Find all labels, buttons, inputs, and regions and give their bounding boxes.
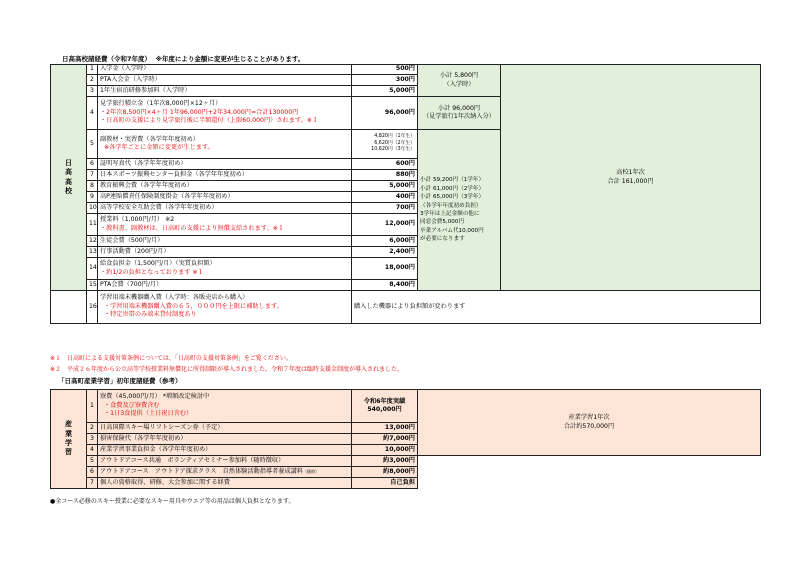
row-number: 2 <box>87 75 98 86</box>
row-number: 6 <box>87 159 98 170</box>
subtotal-annual: 小計 59,200円（1学年） 小計 61,000円（2学年） 小計 65,000円（3学年） （各学年年度初め負担） 3学年は上記金額の他に 同窓会費5,000円 卒業アルバム代10,000円 が必要になります <box>418 130 501 291</box>
fee-item: アウトドアコース共通 ボランティアセミナー参加料（随時徴収） <box>98 456 352 467</box>
row-number: 3 <box>87 434 98 445</box>
fee-item: 行事活動費（200円/月） <box>98 247 352 258</box>
row-number: 1 <box>87 65 98 75</box>
row-number: 5 <box>87 130 98 159</box>
school-fees-table <box>50 64 761 324</box>
row-number: 15 <box>87 280 98 291</box>
fee-item: 日本スポーツ振興センター負担金（各学年年度初め） <box>98 170 352 181</box>
fee-item: 見学旅行積立金（1年次8,000円×12ヶ月） ・2年次8,500円×4ヶ月 1年96,000円+2年34,000円=合計130000円 ・日高町の支援により見学旅行後に半額還付（上限60,000円）されます。※１ <box>98 97 352 130</box>
page-title: 日高高校諸経費（令和7年度） ※年度により金額に変更が生じることがあります。 <box>62 55 305 63</box>
fee-amount: 2,400円 <box>352 247 418 258</box>
fee-item: 産業学習事業負担金（各学年年度初め） <box>98 445 352 456</box>
fee-item: 生徒会費（500円/月） <box>98 236 352 247</box>
row-number: 10 <box>87 203 98 214</box>
fee-item: 給食負担金（1,500円/月）（実質負担額） ・約1/2の負担となっております ※１ <box>98 258 352 280</box>
row-number: 3 <box>87 86 98 97</box>
row-number: 7 <box>87 478 98 489</box>
fee-item: 1年生宿泊研修参加料（入学時） <box>98 86 352 97</box>
fee-amount: 約7,000円 <box>352 434 418 445</box>
fee-amount: 600円 <box>352 159 418 170</box>
row-number: 12 <box>87 236 98 247</box>
row-number: 16 <box>87 291 98 324</box>
fee-item: アウトドアコース アウトドア探求クラス 自然体験活動指導者養成講料（随時） <box>98 467 352 478</box>
fee-item: 高等学校安全互助会費（各学年年度初め） <box>98 203 352 214</box>
fee-amount: 令和6年度実績 540,000円 <box>352 390 418 423</box>
footnote-1: ※１ 日高町による支援対策条例については、「日高町の支援対策条例」をご覧ください。 <box>50 355 292 362</box>
fee-amount: 300円 <box>352 75 418 86</box>
fee-amount: 約3,000円 <box>352 456 418 467</box>
fee-amount: 18,000円 <box>352 258 418 280</box>
fee-amount-by-grade: 4,820円（1年生） 6,620円（2年生） 10,620円（3年生） <box>352 130 418 159</box>
fee-item: 高P連賠償責任保険制度掛金（各学年年度初め） <box>98 192 352 203</box>
fee-amount: 880円 <box>352 170 418 181</box>
fee-item: 証明写真代（各学年年度初め） <box>98 159 352 170</box>
row-number: 4 <box>87 97 98 130</box>
fee-item: PTA入会金（入学時） <box>98 75 352 86</box>
fee-item: 教育振興会費（各学年年度初め） <box>98 181 352 192</box>
industry-section-title: 「日高町産業学習」初年度諸経費（参考） <box>58 377 182 385</box>
fee-item: 入学金（入学時） <box>98 65 352 75</box>
fee-amount: 自己負担 <box>352 478 418 489</box>
ski-equipment-note: ●全コース必修のスキー授業に必要なスキー用具やウエア等の用品は個人負担となります。 <box>50 498 295 505</box>
fee-amount: 約8,000円 <box>352 467 418 478</box>
fee-amount: 5,000円 <box>352 86 418 97</box>
subtotal-trip: 小計 96,000円 （見学旅行1年次納入分） <box>418 97 501 130</box>
fee-amount: 10,000円 <box>352 445 418 456</box>
row-number: 11 <box>87 214 98 236</box>
row-number: 4 <box>87 445 98 456</box>
fee-item: 授業料（1,000円/月） ※2 ・教科書、副教材は、日高町の支援により無償支給されます。※１ <box>98 214 352 236</box>
fee-item: 日高国際スキー場リフトシーズン券（予定） <box>98 423 352 434</box>
fee-item: PTA会費（700円/月） <box>98 280 352 291</box>
row-number: 7 <box>87 170 98 181</box>
row-number: 1 <box>87 390 98 423</box>
blank-cell <box>51 291 87 324</box>
fee-amount: 400円 <box>352 192 418 203</box>
row-number: 6 <box>87 467 98 478</box>
fee-amount: 12,000円 <box>352 214 418 236</box>
row-number: 2 <box>87 423 98 434</box>
fee-amount-note: 購入した機器により負担額が変わります <box>352 291 761 324</box>
footnote-2: ※２ 平成２６年度から公立高等学校授業料無償化に所得制限が導入されました。令和７年度は臨時支援金制度が導入されました。 <box>50 366 404 373</box>
fee-amount: 96,000円 <box>352 97 418 130</box>
fee-amount: 8,400円 <box>352 280 418 291</box>
row-number: 14 <box>87 258 98 280</box>
fee-amount: 5,000円 <box>352 181 418 192</box>
industry-fees-table <box>50 389 761 489</box>
row-number: 8 <box>87 181 98 192</box>
subtotal-entry: 小計 5,800円 （入学時） <box>418 65 501 97</box>
fee-amount: 13,000円 <box>352 423 418 434</box>
school-label: 日 高 高 校 <box>51 65 87 291</box>
row-number: 5 <box>87 456 98 467</box>
industry-label: 産 業 学 習 <box>51 390 87 489</box>
row-number: 9 <box>87 192 98 203</box>
fee-item: 損害保険代（各学年年度初め） <box>98 434 352 445</box>
fee-amount: 700円 <box>352 203 418 214</box>
fee-item: 寮費（45,000円/月） *増額改定検討中 ・食費及び寮費含む ・1日3食提供（土日祝日含む） <box>98 390 352 423</box>
fee-amount: 6,000円 <box>352 236 418 247</box>
fee-item: 学習用端末機器購入費（入学時：各販売店から購入） ・学習用端末機器購入費の６５，０００円を上限に補助します。 ・特定世帯のみ端末貸付制度あり <box>98 291 352 324</box>
fee-amount: 500円 <box>352 65 418 75</box>
industry-total: 産業学習1年次 合計約570,000円 <box>418 390 761 456</box>
blank-area <box>418 456 761 489</box>
row-number: 13 <box>87 247 98 258</box>
fee-item: 個人の資格取得、研修、大会参加に関する経費 <box>98 478 352 489</box>
fee-item: 副教材・実習費（各学年年度初め） ※各学年ごとに金額に変更が生じます。 <box>98 130 352 159</box>
year-change-note: ※年度により金額に変更が生じることがあります。 <box>155 55 305 63</box>
grand-total: 高校1年次 合計 161,000円 <box>501 65 761 291</box>
